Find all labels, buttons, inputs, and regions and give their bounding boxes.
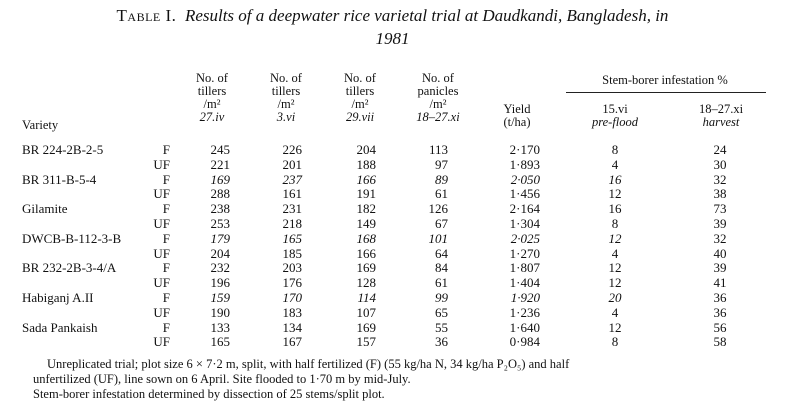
tillers-27iv-cell: 221 bbox=[210, 156, 230, 172]
yield-cell: 1·807 bbox=[509, 260, 540, 276]
preflood-cell: 12 bbox=[608, 186, 622, 202]
header-date: 18–27.xi bbox=[416, 110, 460, 124]
preflood-cell: 16 bbox=[608, 201, 622, 217]
tillers-29vii-cell: 149 bbox=[356, 216, 376, 231]
tillers-3vi-cell: 134 bbox=[282, 319, 302, 335]
tillers-29vii-cell: 128 bbox=[356, 275, 376, 291]
tillers-3vi-cell: 201 bbox=[282, 156, 302, 172]
header-line: tillers bbox=[197, 84, 227, 98]
panicles-cell: 65 bbox=[435, 304, 448, 320]
yield-cell: 1·456 bbox=[509, 186, 540, 202]
header-line: No. of bbox=[270, 71, 302, 85]
tillers-29vii-cell: 166 bbox=[356, 171, 376, 187]
header-line: /m² bbox=[429, 97, 447, 111]
tillers-27iv-cell: 253 bbox=[210, 216, 230, 231]
tillers-3vi-cell: 237 bbox=[282, 171, 302, 187]
tillers-29vii-cell: 114 bbox=[357, 290, 376, 305]
footnote-3: Stem-borer infestation determined by dissection of 25 stems/split plot. bbox=[33, 387, 385, 401]
harvest-cell: 39 bbox=[713, 216, 727, 231]
header-tillers-29vii bbox=[330, 72, 390, 124]
header-line: No. of bbox=[422, 71, 454, 85]
harvest-cell: 39 bbox=[713, 260, 727, 276]
panicles-cell: 67 bbox=[435, 216, 448, 231]
variety-cell: BR 224-2B-2-5 bbox=[22, 142, 104, 157]
preflood-cell: 12 bbox=[608, 260, 622, 276]
tillers-27iv-cell: 196 bbox=[210, 275, 230, 291]
harvest-cell: 30 bbox=[713, 156, 727, 172]
panicles-cell: 89 bbox=[435, 171, 448, 187]
yield-cell: 1·304 bbox=[509, 216, 540, 231]
tillers-3vi-cell: 183 bbox=[282, 304, 302, 320]
header-line: No. of bbox=[196, 71, 228, 85]
panicles-cell: 99 bbox=[435, 290, 448, 305]
yield-cell: 1·920 bbox=[510, 290, 540, 305]
harvest-cell: 38 bbox=[713, 186, 727, 202]
tillers-3vi-cell: 231 bbox=[282, 201, 302, 217]
variety-cell: BR 232-2B-3-4/A bbox=[22, 260, 117, 276]
treatment-cell: UF bbox=[153, 275, 170, 291]
preflood-cell: 8 bbox=[611, 334, 619, 350]
tillers-29vii-cell: 166 bbox=[356, 245, 376, 261]
yield-cell: 2·170 bbox=[509, 142, 540, 157]
tillers-3vi-cell: 226 bbox=[282, 142, 302, 157]
tillers-3vi-cell: 218 bbox=[282, 216, 302, 231]
header-panicles bbox=[400, 72, 476, 124]
panicles-cell: 97 bbox=[435, 156, 448, 172]
tillers-27iv-cell: 245 bbox=[210, 142, 230, 157]
yield-cell: 1·893 bbox=[509, 156, 540, 172]
variety-cell: DWCB-B-112-3-B bbox=[22, 230, 122, 246]
tillers-27iv-cell: 179 bbox=[210, 230, 230, 246]
header-line: Yield bbox=[503, 102, 531, 116]
treatment-cell: F bbox=[162, 230, 170, 246]
tillers-3vi-cell: 161 bbox=[282, 186, 302, 202]
header-line: /m² bbox=[351, 97, 369, 111]
treatment-cell: F bbox=[162, 171, 170, 187]
yield-cell: 2·025 bbox=[510, 230, 540, 246]
header-line: 18–27.xi bbox=[698, 102, 744, 116]
preflood-cell: 4 bbox=[611, 304, 619, 320]
panicles-cell: 101 bbox=[428, 230, 448, 246]
tillers-3vi-cell: 176 bbox=[282, 275, 302, 291]
harvest-cell: 58 bbox=[713, 334, 727, 350]
tillers-3vi-cell: 167 bbox=[282, 334, 302, 350]
tillers-29vii-cell: 157 bbox=[356, 334, 376, 350]
harvest-cell: 41 bbox=[713, 275, 727, 291]
table-caption-line2: 1981 bbox=[375, 29, 410, 48]
harvest-cell: 73 bbox=[713, 201, 727, 217]
preflood-cell: 4 bbox=[611, 245, 619, 261]
tillers-3vi-cell: 170 bbox=[282, 290, 302, 305]
header-preflood bbox=[577, 103, 653, 129]
header-line: tillers bbox=[271, 84, 301, 98]
header-variety: Variety bbox=[22, 118, 59, 132]
table-caption-line1: Results of a deepwater rice varietal trial at Daudkandi, Bangladesh, in bbox=[184, 6, 669, 25]
tillers-29vii-cell: 168 bbox=[356, 230, 376, 246]
yield-cell: 0·984 bbox=[509, 334, 540, 350]
tillers-27iv-cell: 232 bbox=[210, 260, 230, 276]
tillers-27iv-cell: 169 bbox=[210, 171, 230, 187]
panicles-cell: 55 bbox=[435, 319, 448, 335]
tillers-27iv-cell: 204 bbox=[210, 245, 230, 261]
header-line: panicles bbox=[417, 84, 459, 98]
header-date: 3.vi bbox=[276, 110, 296, 124]
table-title bbox=[0, 4, 785, 50]
treatment-cell: F bbox=[162, 319, 170, 335]
treatment-cell: UF bbox=[153, 245, 170, 261]
tillers-29vii-cell: 191 bbox=[356, 186, 376, 202]
treatment-cell: F bbox=[162, 260, 170, 276]
preflood-cell: 4 bbox=[611, 156, 619, 172]
header-line: harvest bbox=[702, 115, 740, 129]
treatment-cell: F bbox=[162, 290, 170, 305]
harvest-cell: 32 bbox=[713, 171, 727, 187]
harvest-cell: 24 bbox=[713, 142, 727, 157]
header-line: pre-flood bbox=[591, 115, 639, 129]
panicles-cell: 113 bbox=[428, 142, 448, 157]
preflood-cell: 16 bbox=[608, 171, 622, 187]
header-line: tillers bbox=[345, 84, 375, 98]
variety-cell: BR 311-B-5-4 bbox=[22, 171, 97, 187]
preflood-cell: 12 bbox=[608, 275, 622, 291]
preflood-cell: 8 bbox=[611, 216, 619, 231]
header-stem-borer: Stem-borer infestation % bbox=[602, 73, 728, 87]
harvest-cell: 56 bbox=[713, 319, 727, 335]
yield-cell: 1·404 bbox=[509, 275, 540, 291]
tillers-3vi-cell: 185 bbox=[282, 245, 302, 261]
tillers-29vii-cell: 107 bbox=[356, 304, 376, 320]
treatment-cell: UF bbox=[153, 216, 170, 231]
treatment-cell: F bbox=[162, 142, 170, 157]
tillers-27iv-cell: 288 bbox=[210, 186, 230, 202]
header-tillers-3vi bbox=[256, 72, 316, 124]
harvest-cell: 40 bbox=[713, 245, 727, 261]
treatment-cell: F bbox=[162, 201, 170, 217]
panicles-cell: 126 bbox=[428, 201, 448, 217]
tillers-27iv-cell: 238 bbox=[210, 201, 230, 217]
preflood-cell: 12 bbox=[608, 230, 622, 246]
tillers-29vii-cell: 182 bbox=[356, 201, 376, 217]
treatment-cell: UF bbox=[153, 186, 170, 202]
panicles-cell: 64 bbox=[435, 245, 448, 261]
treatment-cell: UF bbox=[153, 334, 170, 350]
tillers-27iv-cell: 159 bbox=[210, 290, 230, 305]
tillers-29vii-cell: 204 bbox=[356, 142, 376, 157]
yield-cell: 2·050 bbox=[510, 171, 540, 187]
preflood-cell: 12 bbox=[608, 319, 622, 335]
header-rule bbox=[566, 92, 766, 93]
header-date: 27.iv bbox=[199, 110, 225, 124]
preflood-cell: 20 bbox=[608, 290, 622, 305]
yield-cell: 1·270 bbox=[509, 245, 540, 261]
panicles-cell: 61 bbox=[435, 186, 448, 202]
header-date: 29.vii bbox=[345, 110, 375, 124]
table-label: Table I. bbox=[116, 6, 177, 25]
harvest-cell: 36 bbox=[713, 304, 727, 320]
header-line: /m² bbox=[203, 97, 221, 111]
header-line: /m² bbox=[277, 97, 295, 111]
variety-cell: Sada Pankaish bbox=[22, 319, 98, 335]
panicles-cell: 61 bbox=[435, 275, 448, 291]
tillers-27iv-cell: 165 bbox=[210, 334, 230, 350]
harvest-cell: 36 bbox=[713, 290, 727, 305]
tillers-3vi-cell: 203 bbox=[282, 260, 302, 276]
panicles-cell: 36 bbox=[435, 334, 448, 350]
header-line: (t/ha) bbox=[503, 115, 531, 129]
header-line: No. of bbox=[344, 71, 376, 85]
panicles-cell: 84 bbox=[435, 260, 448, 276]
tillers-3vi-cell: 165 bbox=[282, 230, 302, 246]
header-harvest bbox=[681, 103, 761, 129]
yield-cell: 1·640 bbox=[509, 319, 540, 335]
yield-cell: 2·164 bbox=[509, 201, 540, 217]
footnote-2: unfertilized (UF), line sown on 6 April. Site flooded to 1·70 m by mid-July. bbox=[33, 372, 411, 386]
footnote-1: Unreplicated trial; plot size 6 × 7·2 m, split, with half fertilized (F) (55 kg/ha N, 34 kg/ha P₂O₅) and half bbox=[47, 357, 570, 371]
header-line: 15.vi bbox=[602, 102, 628, 116]
header-yield bbox=[487, 103, 547, 129]
treatment-cell: UF bbox=[153, 156, 170, 172]
preflood-cell: 8 bbox=[611, 142, 619, 157]
tillers-29vii-cell: 188 bbox=[356, 156, 376, 172]
harvest-cell: 32 bbox=[713, 230, 727, 246]
tillers-29vii-cell: 169 bbox=[356, 260, 376, 276]
treatment-cell: UF bbox=[153, 304, 170, 320]
header-tillers-27iv bbox=[182, 72, 242, 124]
tillers-29vii-cell: 169 bbox=[356, 319, 376, 335]
tillers-27iv-cell: 133 bbox=[210, 319, 230, 335]
variety-cell: Gilamite bbox=[22, 201, 68, 217]
yield-cell: 1·236 bbox=[509, 304, 540, 320]
variety-cell: Habiganj A.II bbox=[22, 290, 94, 305]
tillers-27iv-cell: 190 bbox=[210, 304, 230, 320]
